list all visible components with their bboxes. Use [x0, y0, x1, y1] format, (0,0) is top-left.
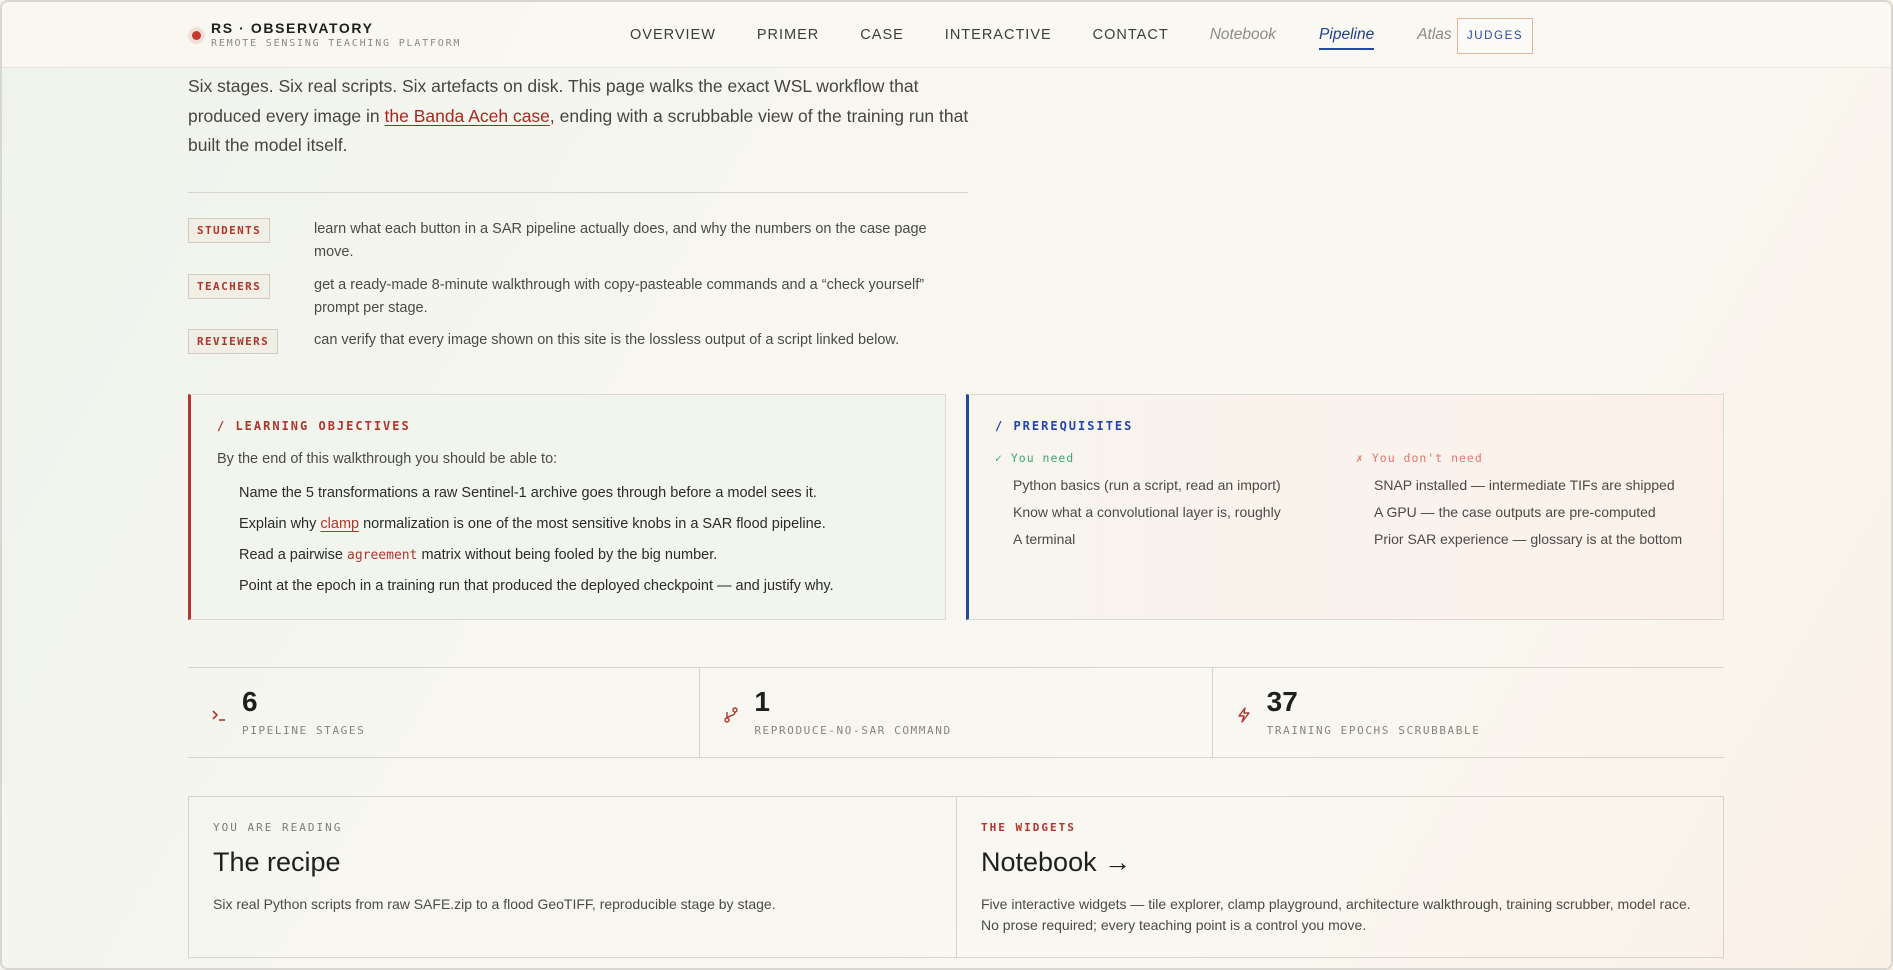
stat-label: PIPELINE STAGES [242, 724, 366, 737]
nav-interactive[interactable]: INTERACTIVE [944, 27, 1052, 43]
bottom-cards [188, 796, 1724, 958]
learning-objectives-lead: By the end of this walkthrough you should be able to: [217, 451, 558, 467]
nav-pipeline[interactable]: Pipeline [1319, 26, 1374, 48]
stat-value: 1 [754, 686, 770, 717]
brand[interactable] [192, 20, 461, 49]
stats-row [188, 667, 1724, 758]
nav-case[interactable]: CASE [860, 27, 904, 43]
nav-contact[interactable]: CONTACT [1092, 27, 1169, 43]
notebook-card[interactable] [957, 797, 1723, 957]
agreement-code: agreement [347, 548, 418, 563]
intro-text-before: Six stages. Six real scripts. Six artefacts on disk. This page walks the exact WSL workflow that produced every image in [188, 76, 919, 126]
list-item: Name the 5 transformations a raw Sentinel-1 archive goes through before a model sees it. [239, 485, 817, 501]
top-header [2, 2, 1891, 68]
intro-text-after: , ending with a scrubbable view of the training run that built the model itself. [188, 105, 969, 155]
lightning-icon [1235, 706, 1253, 724]
stat-pipeline-stages [188, 668, 700, 757]
recipe-card [189, 797, 957, 957]
you-dont-need-column [1356, 451, 1682, 557]
list-item: Point at the epoch in a training run that produced the deployed checkpoint — and justify why. [239, 578, 834, 594]
stat-training-epochs [1213, 668, 1724, 757]
stat-reproduce-command [700, 668, 1212, 757]
list-item: Python basics (run a script, read an import) [1013, 477, 1281, 493]
intro-paragraph [188, 72, 978, 161]
clamp-term-link[interactable]: clamp [320, 516, 360, 532]
judges-button[interactable]: JUDGES [1457, 18, 1533, 54]
brand-dot-icon [192, 31, 201, 40]
terminal-icon [210, 706, 228, 724]
stat-value: 37 [1266, 686, 1298, 717]
audience-text: learn what each button in a SAR pipeline actually does, and why the numbers on the case page move. [314, 221, 927, 260]
list-item: Explain why clamp normalization is one of the most sensitive knobs in a SAR flood pipeline. [239, 516, 826, 532]
list-item: A GPU — the case outputs are pre-computed [1374, 504, 1656, 520]
you-need-heading: ✓ You need [995, 451, 1075, 465]
list-item: A terminal [1013, 531, 1076, 547]
divider [188, 192, 968, 193]
git-branch-icon [722, 706, 740, 724]
learning-objectives-title: / LEARNING OBJECTIVES [217, 419, 411, 433]
learning-objectives-card [188, 394, 946, 620]
main-nav [630, 2, 1495, 68]
nav-notebook[interactable]: Notebook [1209, 26, 1277, 43]
audience-tag: REVIEWERS [188, 329, 278, 354]
nav-overview[interactable]: OVERVIEW [630, 27, 716, 43]
audience-row-students [188, 218, 978, 264]
objectives-list [239, 483, 834, 607]
audience-row-teachers [188, 274, 978, 320]
prerequisites-title: / PREREQUISITES [995, 419, 1134, 433]
banda-aceh-case-link[interactable]: the Banda Aceh case [384, 105, 550, 126]
you-dont-need-heading: ✗ You don't need [1356, 451, 1483, 465]
card-eyebrow: THE WIDGETS [981, 821, 1076, 834]
stat-label: REPRODUCE-NO-SAR COMMAND [754, 724, 952, 737]
card-title: The recipe [213, 847, 341, 877]
list-item: SNAP installed — intermediate TIFs are shipped [1374, 477, 1675, 493]
audience-tag: TEACHERS [188, 274, 270, 299]
brand-name: RS · OBSERVATORY [211, 20, 374, 36]
nav-primer[interactable]: PRIMER [756, 27, 820, 43]
list-item: Know what a convolutional layer is, roughly [1013, 504, 1281, 520]
list-item: Prior SAR experience — glossary is at the bottom [1374, 531, 1683, 547]
notebook-link[interactable]: Notebook → [981, 847, 1132, 877]
brand-subtitle: REMOTE SENSING TEACHING PLATFORM [211, 38, 462, 49]
audience-text: can verify that every image shown on this site is the lossless output of a script linked below. [314, 332, 900, 348]
stat-value: 6 [242, 686, 258, 717]
nav-atlas[interactable]: Atlas [1417, 26, 1452, 43]
card-description: Five interactive widgets — tile explorer, clamp playground, architecture walkthrough, training scrubber, model race. No prose required; every teaching point is a control you move. [981, 896, 1691, 933]
you-need-column [995, 451, 1281, 557]
card-description: Six real Python scripts from raw SAFE.zip to a flood GeoTIFF, reproducible stage by stage. [213, 896, 776, 912]
prerequisites-card [966, 394, 1724, 620]
stat-label: TRAINING EPOCHS SCRUBBABLE [1266, 724, 1481, 737]
audience-tag: STUDENTS [188, 218, 270, 243]
audience-row-reviewers [188, 329, 978, 354]
list-item: Read a pairwise agreement matrix without being fooled by the big number. [239, 547, 718, 563]
audience-text: get a ready-made 8-minute walkthrough with copy-pasteable commands and a “check yourself” prompt per stage. [314, 277, 925, 316]
card-eyebrow: YOU ARE READING [213, 821, 343, 834]
